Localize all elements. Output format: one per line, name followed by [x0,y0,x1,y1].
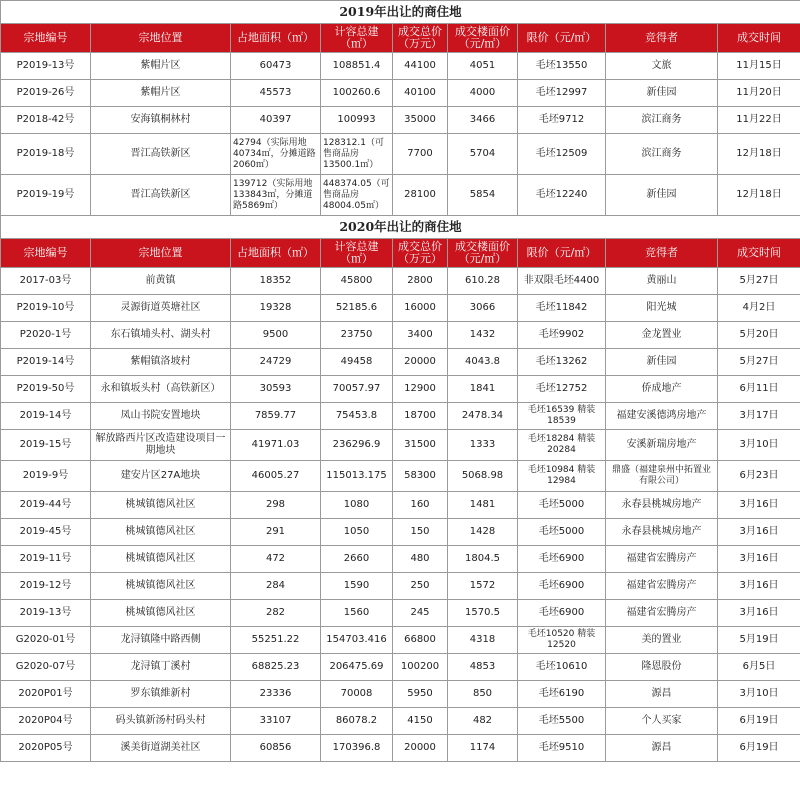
table-cell: P2019-14号 [1,349,91,376]
table-cell: 5068.98 [448,461,518,492]
table-row [1,376,800,403]
table-cell: 2017-03号 [1,268,91,295]
table-cell: 毛坯10610 [518,654,606,681]
table-cell: 毛坯10520 精装12520 [518,627,606,654]
table-cell: 70057.97 [321,376,393,403]
table-cell: 3400 [393,322,448,349]
table-cell: 金龙置业 [606,322,718,349]
table-cell: 31500 [393,430,448,461]
table-cell: 滨江商务 [606,134,718,175]
table-cell: 5月27日 [718,349,800,376]
table-cell: 源昌 [606,681,718,708]
table-cell: 1572 [448,573,518,600]
table-row [1,349,800,376]
column-header: 成交时间 [718,24,800,53]
table-row [1,546,800,573]
table-cell: 58300 [393,461,448,492]
table-cell: 472 [231,546,321,573]
table-cell: P2020-1号 [1,322,91,349]
table-cell: 12900 [393,376,448,403]
column-header: 宗地位置 [91,24,231,53]
table-cell: P2019-13号 [1,53,91,80]
table-cell: 1432 [448,322,518,349]
section-title-2020 [1,216,800,239]
table-cell: 139712（实际用地133843㎡，分摊道路5869㎡） [231,175,321,216]
table-cell: P2019-10号 [1,295,91,322]
table-cell: 紫帽片区 [91,53,231,80]
table-cell: 毛坯12509 [518,134,606,175]
table-cell: 毛坯13550 [518,53,606,80]
table-cell: 3月10日 [718,681,800,708]
table-cell: 毛坯9712 [518,107,606,134]
column-header: 计容总建（㎡） [321,239,393,268]
table-row [1,681,800,708]
table-cell: 桃城镇德风社区 [91,492,231,519]
table-cell: 新佳园 [606,175,718,216]
table-cell: 52185.6 [321,295,393,322]
table-cell: 毛坯18284 精装20284 [518,430,606,461]
table-cell: 永春县桃城房地产 [606,519,718,546]
table-row [1,322,800,349]
table-cell: 250 [393,573,448,600]
table-cell: 18352 [231,268,321,295]
column-header: 宗地编号 [1,24,91,53]
table-cell: 610.28 [448,268,518,295]
table-cell: 晋江高铁新区 [91,134,231,175]
column-header: 成交楼面价（元/㎡） [448,24,518,53]
table-cell: 42794（实际用地40734㎡，分摊道路2060㎡） [231,134,321,175]
table-cell: 福建省宏腾房产 [606,573,718,600]
table-cell: 100993 [321,107,393,134]
table-cell: 紫帽镇洛坡村 [91,349,231,376]
table-cell: 阳光城 [606,295,718,322]
table-cell: 解放路西片区改造建设项目一期地块 [91,430,231,461]
table-cell: 23336 [231,681,321,708]
table-cell: 46005.27 [231,461,321,492]
table-cell: 60473 [231,53,321,80]
table-cell: 18700 [393,403,448,430]
table-cell: 2660 [321,546,393,573]
table-cell: 1428 [448,519,518,546]
table-cell: 4043.8 [448,349,518,376]
table-cell: 5854 [448,175,518,216]
table-row [1,295,800,322]
table-cell: 永和镇坂头村（高铁新区） [91,376,231,403]
table-cell: 隆恩股份 [606,654,718,681]
section-title: 2019年出让的商住地 [1,1,800,24]
table-cell: 128312.1（可售商品房13500.1㎡） [321,134,393,175]
table-cell: 毛坯13262 [518,349,606,376]
table-cell: 86078.2 [321,708,393,735]
table-cell: 70008 [321,681,393,708]
table-cell: 桃城镇德风社区 [91,519,231,546]
table-cell: 108851.4 [321,53,393,80]
table-cell: 75453.8 [321,403,393,430]
table-cell: 非双限毛坯4400 [518,268,606,295]
table-cell: 毛坯12240 [518,175,606,216]
table-cell: 282 [231,600,321,627]
table-cell: 1333 [448,430,518,461]
table-cell: 建安片区27A地块 [91,461,231,492]
column-header: 计容总建（㎡） [321,24,393,53]
table-cell: 毛坯12997 [518,80,606,107]
table-cell: 23750 [321,322,393,349]
table-cell: 115013.175 [321,461,393,492]
column-header: 宗地位置 [91,239,231,268]
table-cell: 桃城镇德风社区 [91,573,231,600]
table-row [1,654,800,681]
table-row [1,708,800,735]
table-row [1,268,800,295]
table-cell: 60856 [231,735,321,762]
table-cell: 33107 [231,708,321,735]
table-cell: 2019-44号 [1,492,91,519]
table-cell: 11月20日 [718,80,800,107]
table-cell: 19328 [231,295,321,322]
table-cell: 100200 [393,654,448,681]
table-cell: 毛坯6900 [518,600,606,627]
table-cell: 6月5日 [718,654,800,681]
column-header: 竞得者 [606,24,718,53]
table-row [1,175,800,216]
table-cell: 3月16日 [718,573,800,600]
table-cell: 236296.9 [321,430,393,461]
table-cell: 154703.416 [321,627,393,654]
column-header: 成交总价（万元） [393,239,448,268]
table-cell: 东石镇埔头村、湖头村 [91,322,231,349]
table-cell: 5月19日 [718,627,800,654]
header-row [1,239,800,268]
table-cell: 毛坯6900 [518,546,606,573]
table-cell: 28100 [393,175,448,216]
column-header: 限价（元/㎡） [518,239,606,268]
table-cell: P2019-26号 [1,80,91,107]
table-row [1,627,800,654]
table-cell: 福建省宏腾房产 [606,546,718,573]
table-cell: 45573 [231,80,321,107]
table-cell: 1080 [321,492,393,519]
table-cell: 毛坯9510 [518,735,606,762]
table-cell: 45800 [321,268,393,295]
table-cell: P2019-18号 [1,134,91,175]
table-cell: 206475.69 [321,654,393,681]
table-cell: 鼎盛（福建泉州中拓置业有限公司） [606,461,718,492]
table-cell: 66800 [393,627,448,654]
table-cell: 284 [231,573,321,600]
table-cell: 1050 [321,519,393,546]
table-row [1,600,800,627]
table-cell: 1570.5 [448,600,518,627]
table-cell: 5704 [448,134,518,175]
table-cell: 福建省宏腾房产 [606,600,718,627]
table-cell: 毛坯6900 [518,573,606,600]
table-row [1,492,800,519]
table-cell: 美的置业 [606,627,718,654]
table-cell: 永春县桃城房地产 [606,492,718,519]
table-cell: 凤山书院安置地块 [91,403,231,430]
table-cell: 3月16日 [718,492,800,519]
table-row [1,80,800,107]
table-cell: 40397 [231,107,321,134]
table-cell: 3月16日 [718,519,800,546]
table-cell: 毛坯10984 精装12984 [518,461,606,492]
table-cell: 码头镇新汤村码头村 [91,708,231,735]
table-cell: 40100 [393,80,448,107]
column-header: 宗地编号 [1,239,91,268]
table-cell: 龙浔镇隆中路西侧 [91,627,231,654]
table-cell: 罗东镇維新村 [91,681,231,708]
table-cell: 毛坯5000 [518,519,606,546]
table-cell: 41971.03 [231,430,321,461]
table-cell: 前黄镇 [91,268,231,295]
table-cell: 11月15日 [718,53,800,80]
table-cell: 毛坯12752 [518,376,606,403]
table-cell: 源昌 [606,735,718,762]
table-cell: 个人买家 [606,708,718,735]
table-cell: 6月19日 [718,708,800,735]
table-cell: 11月22日 [718,107,800,134]
table-cell: 24729 [231,349,321,376]
table-cell: 毛坯6190 [518,681,606,708]
column-header: 限价（元/㎡） [518,24,606,53]
table-cell: 新佳园 [606,349,718,376]
table-row [1,461,800,492]
table-cell: 3月17日 [718,403,800,430]
table-cell: 紫帽片区 [91,80,231,107]
table-cell: 新佳园 [606,80,718,107]
table-cell: 150 [393,519,448,546]
table-cell: P2018-42号 [1,107,91,134]
table-cell: P2019-50号 [1,376,91,403]
section-title-2019 [1,1,800,24]
table-cell: 6月19日 [718,735,800,762]
table-cell: 文旅 [606,53,718,80]
table-cell: 49458 [321,349,393,376]
table-cell: 1560 [321,600,393,627]
table-cell: 2019-15号 [1,430,91,461]
table-cell: 3466 [448,107,518,134]
table-cell: 12月18日 [718,175,800,216]
table-cell: 1841 [448,376,518,403]
table-row [1,134,800,175]
table-cell: 桃城镇德风社区 [91,600,231,627]
table-cell: 44100 [393,53,448,80]
table-cell: 6月23日 [718,461,800,492]
table-cell: 4318 [448,627,518,654]
table-cell: 2800 [393,268,448,295]
table-cell: 2020P01号 [1,681,91,708]
table-cell: 1590 [321,573,393,600]
table-cell: 480 [393,546,448,573]
table-cell: 2019-12号 [1,573,91,600]
table-cell: 侨成地产 [606,376,718,403]
table-cell: 4000 [448,80,518,107]
table-cell: 2019-45号 [1,519,91,546]
table-row [1,107,800,134]
table-cell: 灵源街道英塘社区 [91,295,231,322]
table-cell: 3月16日 [718,546,800,573]
table-cell: 4150 [393,708,448,735]
table-cell: 3月16日 [718,600,800,627]
table-cell: 482 [448,708,518,735]
table-cell: 245 [393,600,448,627]
table-cell: 55251.22 [231,627,321,654]
table-cell: 2019-13号 [1,600,91,627]
table-cell: 晋江高铁新区 [91,175,231,216]
table-cell: 30593 [231,376,321,403]
table-cell: 福建安溪德鸿房地产 [606,403,718,430]
table-row [1,519,800,546]
table-cell: 100260.6 [321,80,393,107]
table-cell: 1481 [448,492,518,519]
table-cell: 20000 [393,349,448,376]
table-cell: 3066 [448,295,518,322]
table-cell: 4051 [448,53,518,80]
table-cell: 850 [448,681,518,708]
table-row [1,430,800,461]
table-cell: G2020-01号 [1,627,91,654]
table-cell: 毛坯5500 [518,708,606,735]
column-header: 成交总价（万元） [393,24,448,53]
table-row [1,53,800,80]
table-cell: 3月10日 [718,430,800,461]
table-cell: 2020P05号 [1,735,91,762]
table-cell: 毛坯16539 精装18539 [518,403,606,430]
table-cell: 2019-11号 [1,546,91,573]
table-row [1,403,800,430]
table-cell: 1174 [448,735,518,762]
table-cell: 291 [231,519,321,546]
column-header: 成交楼面价（元/㎡） [448,239,518,268]
table-cell: 黄丽山 [606,268,718,295]
column-header: 成交时间 [718,239,800,268]
table-cell: 5950 [393,681,448,708]
table-cell: 35000 [393,107,448,134]
table-cell: 滨江商务 [606,107,718,134]
table-cell: 5月27日 [718,268,800,295]
table-cell: G2020-07号 [1,654,91,681]
table-cell: 170396.8 [321,735,393,762]
table-cell: 安海镇桐林村 [91,107,231,134]
table-cell: 7700 [393,134,448,175]
table-cell: 安溪新瑞房地产 [606,430,718,461]
table-cell: 448374.05（可售商品房48004.05㎡） [321,175,393,216]
table-cell: 桃城镇德风社区 [91,546,231,573]
table-cell: 68825.23 [231,654,321,681]
table-cell: 毛坯9902 [518,322,606,349]
table-cell: 溪美街道湖美社区 [91,735,231,762]
table-row [1,573,800,600]
table-cell: P2019-19号 [1,175,91,216]
table-cell: 2019-14号 [1,403,91,430]
column-header: 竞得者 [606,239,718,268]
table-cell: 16000 [393,295,448,322]
column-header: 占地面积（㎡） [231,239,321,268]
table-cell: 7859.77 [231,403,321,430]
table-cell: 2478.34 [448,403,518,430]
table-cell: 9500 [231,322,321,349]
table-row [1,735,800,762]
header-row [1,24,800,53]
table-cell: 298 [231,492,321,519]
table-cell: 12月18日 [718,134,800,175]
table-cell: 4月2日 [718,295,800,322]
table-cell: 6月11日 [718,376,800,403]
table-cell: 1804.5 [448,546,518,573]
table-cell: 4853 [448,654,518,681]
table-cell: 毛坯5000 [518,492,606,519]
table-cell: 2019-9号 [1,461,91,492]
table-cell: 2020P04号 [1,708,91,735]
section-title: 2020年出让的商住地 [1,216,800,239]
table-cell: 5月20日 [718,322,800,349]
column-header: 占地面积（㎡） [231,24,321,53]
table-cell: 20000 [393,735,448,762]
table-cell: 龙浔镇丁溪村 [91,654,231,681]
table-cell: 毛坯11842 [518,295,606,322]
table-cell: 160 [393,492,448,519]
